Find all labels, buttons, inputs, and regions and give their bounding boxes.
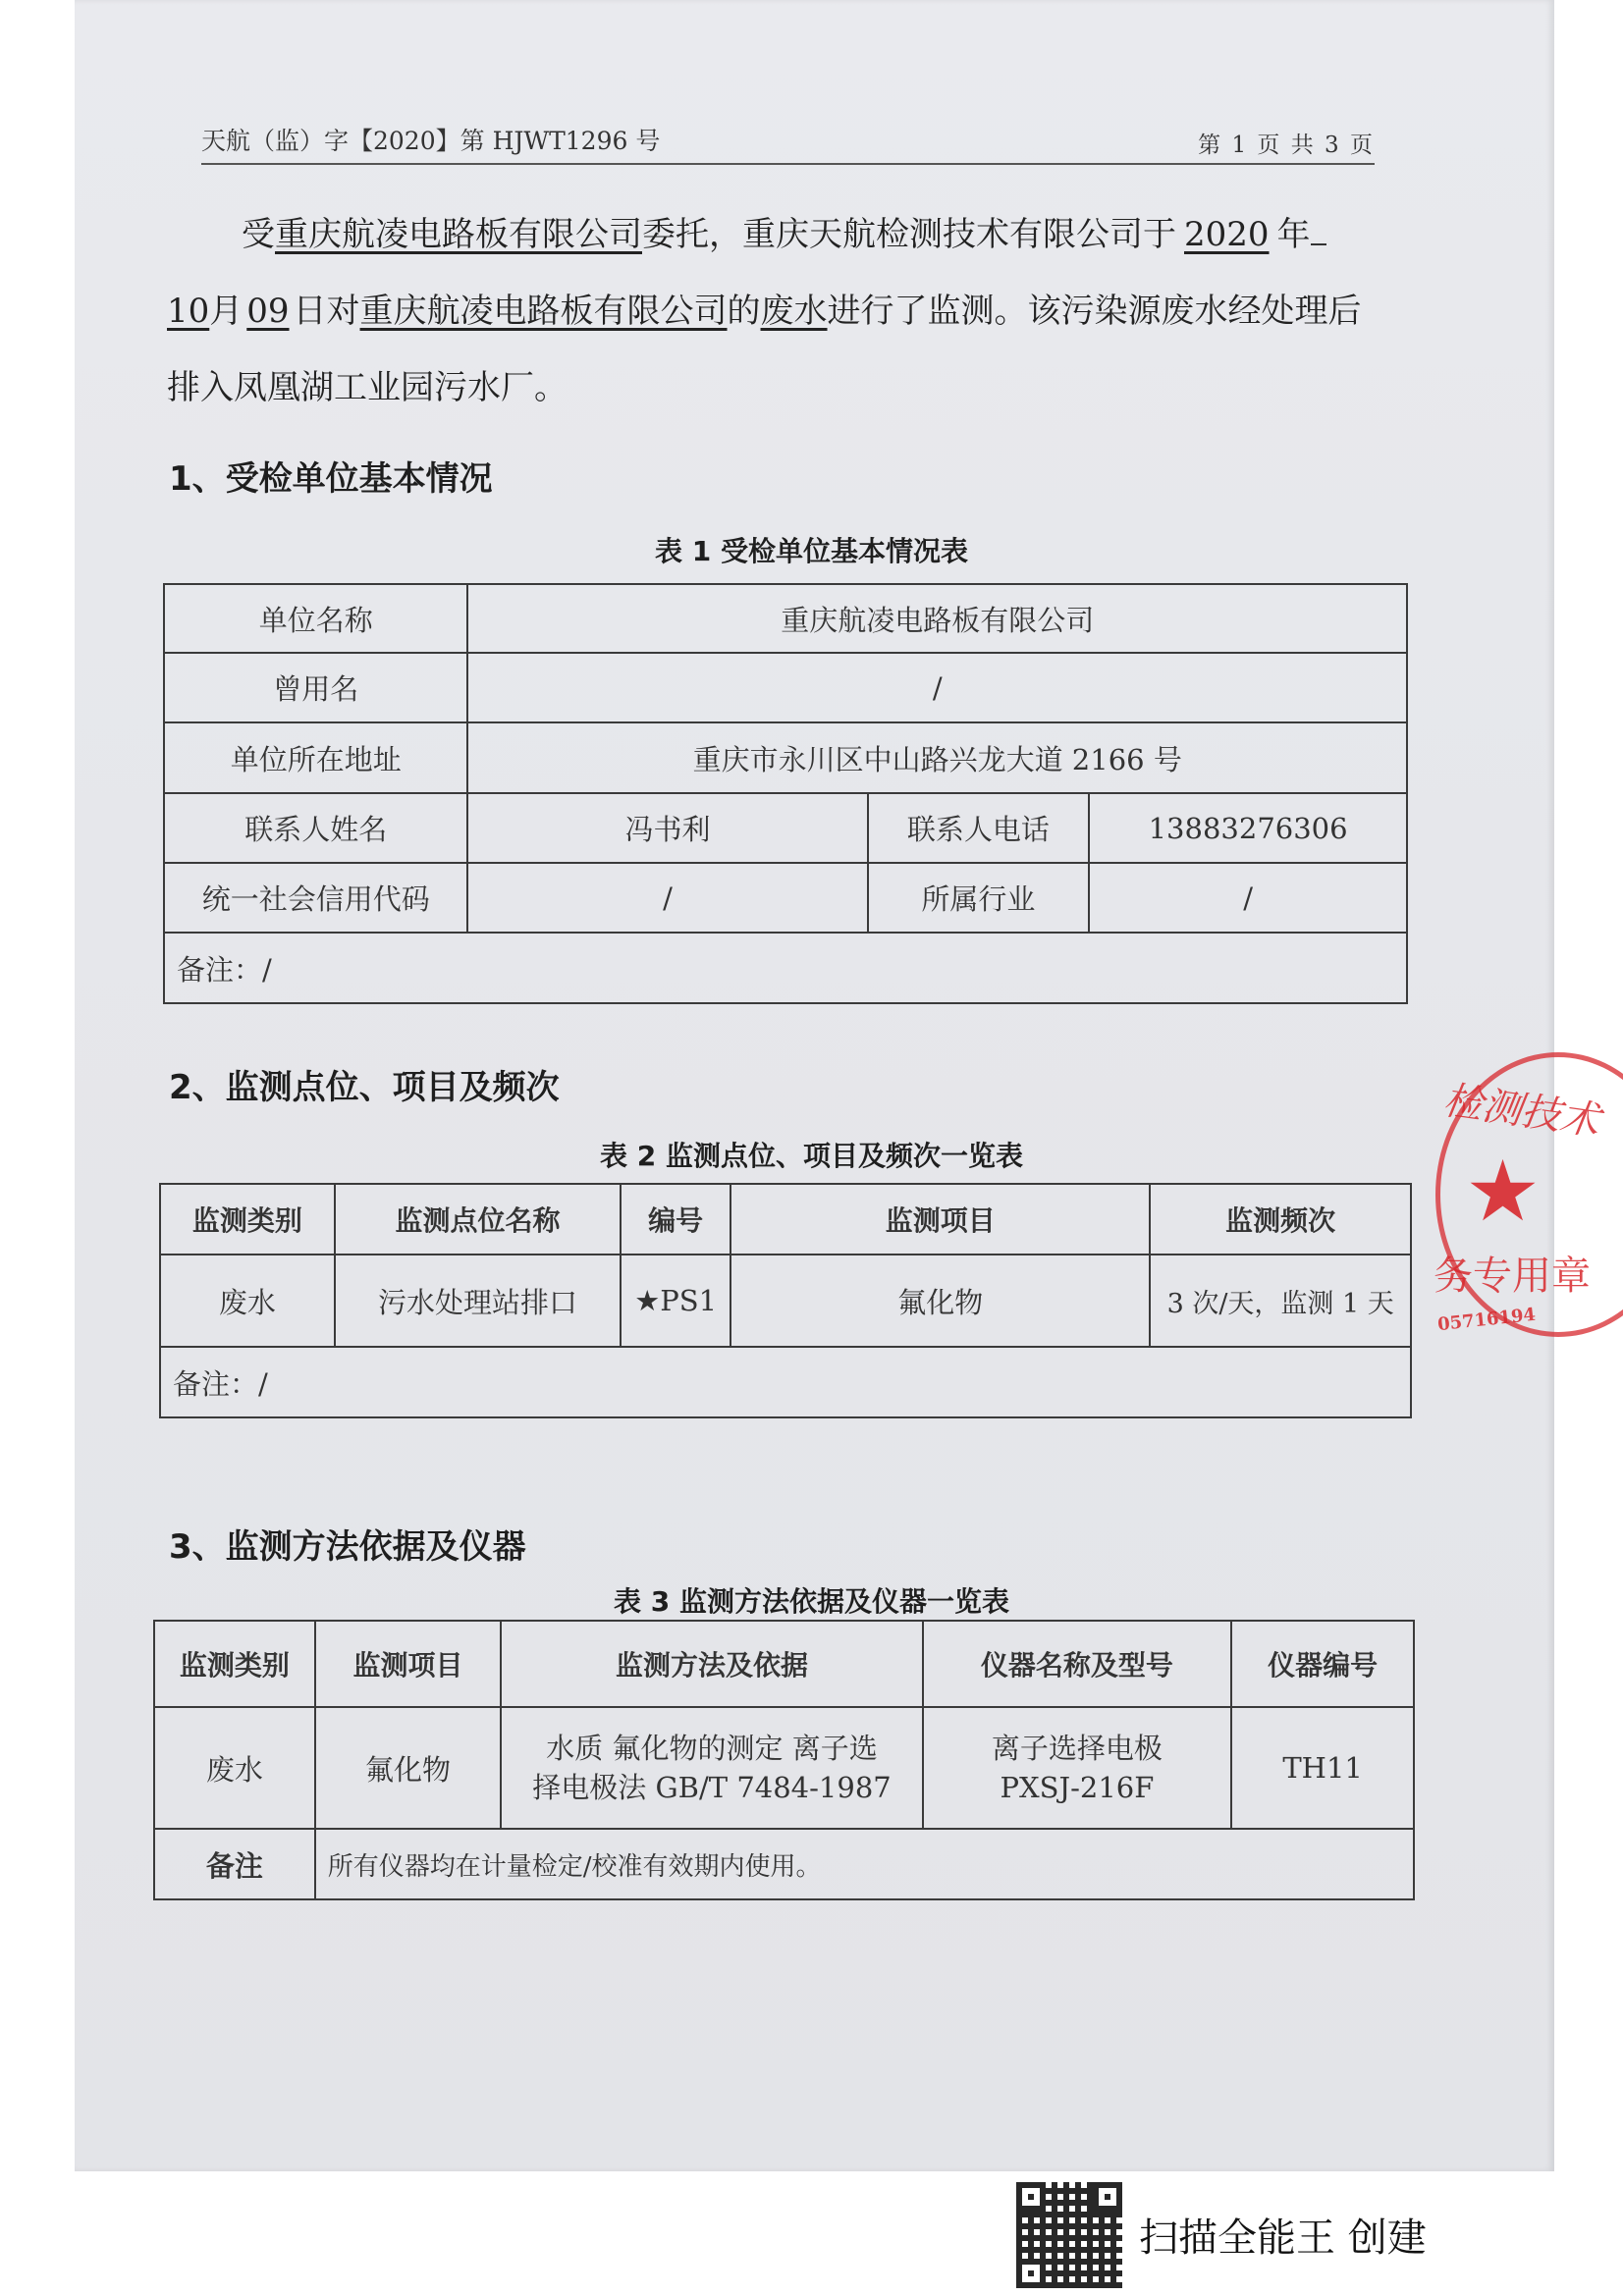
monitored-object: 废水 (760, 292, 828, 331)
table-row (154, 1829, 1414, 1899)
column-header: 监测点位名称 (335, 1184, 621, 1255)
table-cell: ★PS1 (621, 1255, 730, 1347)
table-cell: 3 次/天，监测 1 天 (1150, 1255, 1411, 1347)
section-3-title: 3、监测方法依据及仪器 (169, 1527, 526, 1567)
table-header-row (154, 1621, 1414, 1707)
column-header: 监测项目 (730, 1184, 1150, 1255)
instrument-line-2: PXSJ-216F (1000, 1771, 1155, 1804)
table-note: 所有仪器均在计量检定/校准有效期内使用。 (315, 1829, 1414, 1899)
instrument-cell (923, 1707, 1232, 1829)
column-header: 监测频次 (1150, 1184, 1411, 1255)
table-row (154, 1707, 1414, 1829)
table-row (164, 653, 1407, 722)
cell-label: 单位所在地址 (164, 722, 467, 793)
cell-value: / (467, 653, 1407, 722)
table-cell: 污水处理站排口 (335, 1255, 621, 1347)
table-3 (153, 1620, 1415, 1900)
cell-label: 统一社会信用代码 (164, 863, 467, 933)
column-header: 监测项目 (315, 1621, 502, 1707)
column-header: 监测类别 (160, 1184, 335, 1255)
table-2-caption: 表 2 监测点位、项目及频次一览表 (600, 1140, 1023, 1172)
table-row (160, 1255, 1411, 1347)
method-cell (501, 1707, 922, 1829)
page-header (201, 118, 1375, 165)
cell-label: 所属行业 (868, 863, 1090, 933)
table-row (164, 793, 1407, 863)
note-label: 备注 (154, 1829, 315, 1899)
table-cell: TH11 (1231, 1707, 1414, 1829)
cell-value: 重庆市永川区中山路兴龙大道 2166 号 (467, 722, 1407, 793)
client-name-2: 重庆航凌电路板有限公司 (359, 292, 728, 331)
seal-digits: 05716194 (1436, 1304, 1538, 1336)
table-header-row (160, 1184, 1411, 1255)
column-header: 监测类别 (154, 1621, 315, 1707)
method-line-1: 水质 氟化物的测定 离子选 (546, 1732, 878, 1765)
table-row (164, 933, 1407, 1003)
table-cell: 废水 (160, 1255, 335, 1347)
doc-number: 天航（监）字【2020】第 HJWT1296 号 (201, 127, 661, 155)
cell-value: / (467, 863, 867, 933)
table-row (160, 1347, 1411, 1417)
section-1-title: 1、受检单位基本情况 (169, 459, 493, 499)
method-line-2: 择电极法 GB/T 7484-1987 (532, 1771, 892, 1804)
cell-label: 联系人电话 (868, 793, 1090, 863)
scanner-watermark: 扫描全能王 创建 (1139, 2216, 1427, 2261)
table-1 (163, 583, 1408, 1004)
column-header: 编号 (621, 1184, 730, 1255)
intro-paragraph: 受重庆航凌电路板有限公司委托，重庆天航检测技术有限公司于 2020 年 10月 09 日对重庆航凌电路板有限公司的废水进行了监测。该污染源废水经处理后排入凤凰湖工业园污水厂。 (167, 215, 1362, 407)
month: 10 (167, 292, 210, 331)
seal-star-icon: ★ (1465, 1143, 1542, 1241)
qr-code-icon (1016, 2182, 1122, 2288)
table-2 (159, 1183, 1412, 1418)
day: 09 (246, 292, 290, 331)
table-row (164, 863, 1407, 933)
cell-label: 曾用名 (164, 653, 467, 722)
cell-label: 联系人姓名 (164, 793, 467, 863)
column-header: 仪器编号 (1231, 1621, 1414, 1707)
column-header: 仪器名称及型号 (923, 1621, 1232, 1707)
cell-value: 13883276306 (1089, 793, 1407, 863)
table-cell: 氟化物 (730, 1255, 1150, 1347)
table-note: 备注：/ (160, 1347, 1411, 1417)
cell-value: / (1089, 863, 1407, 933)
cell-value: 冯书利 (467, 793, 867, 863)
table-row (164, 584, 1407, 653)
table-cell: 氟化物 (315, 1707, 502, 1829)
seal-top-text: 检测技术 (1440, 1078, 1602, 1145)
cell-value: 重庆航凌电路板有限公司 (467, 584, 1407, 653)
page-info: 第 1 页 共 3 页 (1198, 133, 1375, 158)
client-name: 重庆航凌电路板有限公司 (275, 215, 642, 254)
official-seal (1414, 1052, 1623, 1337)
instrument-line-1: 离子选择电极 (991, 1732, 1163, 1765)
section-2-title: 2、监测点位、项目及频次 (169, 1068, 560, 1107)
table-cell: 废水 (154, 1707, 315, 1829)
seal-bottom-text: 务专用章 (1434, 1254, 1591, 1299)
cell-label: 单位名称 (164, 584, 467, 653)
table-row (164, 722, 1407, 793)
year: 2020 (1184, 215, 1270, 254)
table-note: 备注：/ (164, 933, 1407, 1003)
table-3-caption: 表 3 监测方法依据及仪器一览表 (614, 1585, 1009, 1618)
table-1-caption: 表 1 受检单位基本情况表 (655, 535, 968, 567)
column-header: 监测方法及依据 (501, 1621, 922, 1707)
